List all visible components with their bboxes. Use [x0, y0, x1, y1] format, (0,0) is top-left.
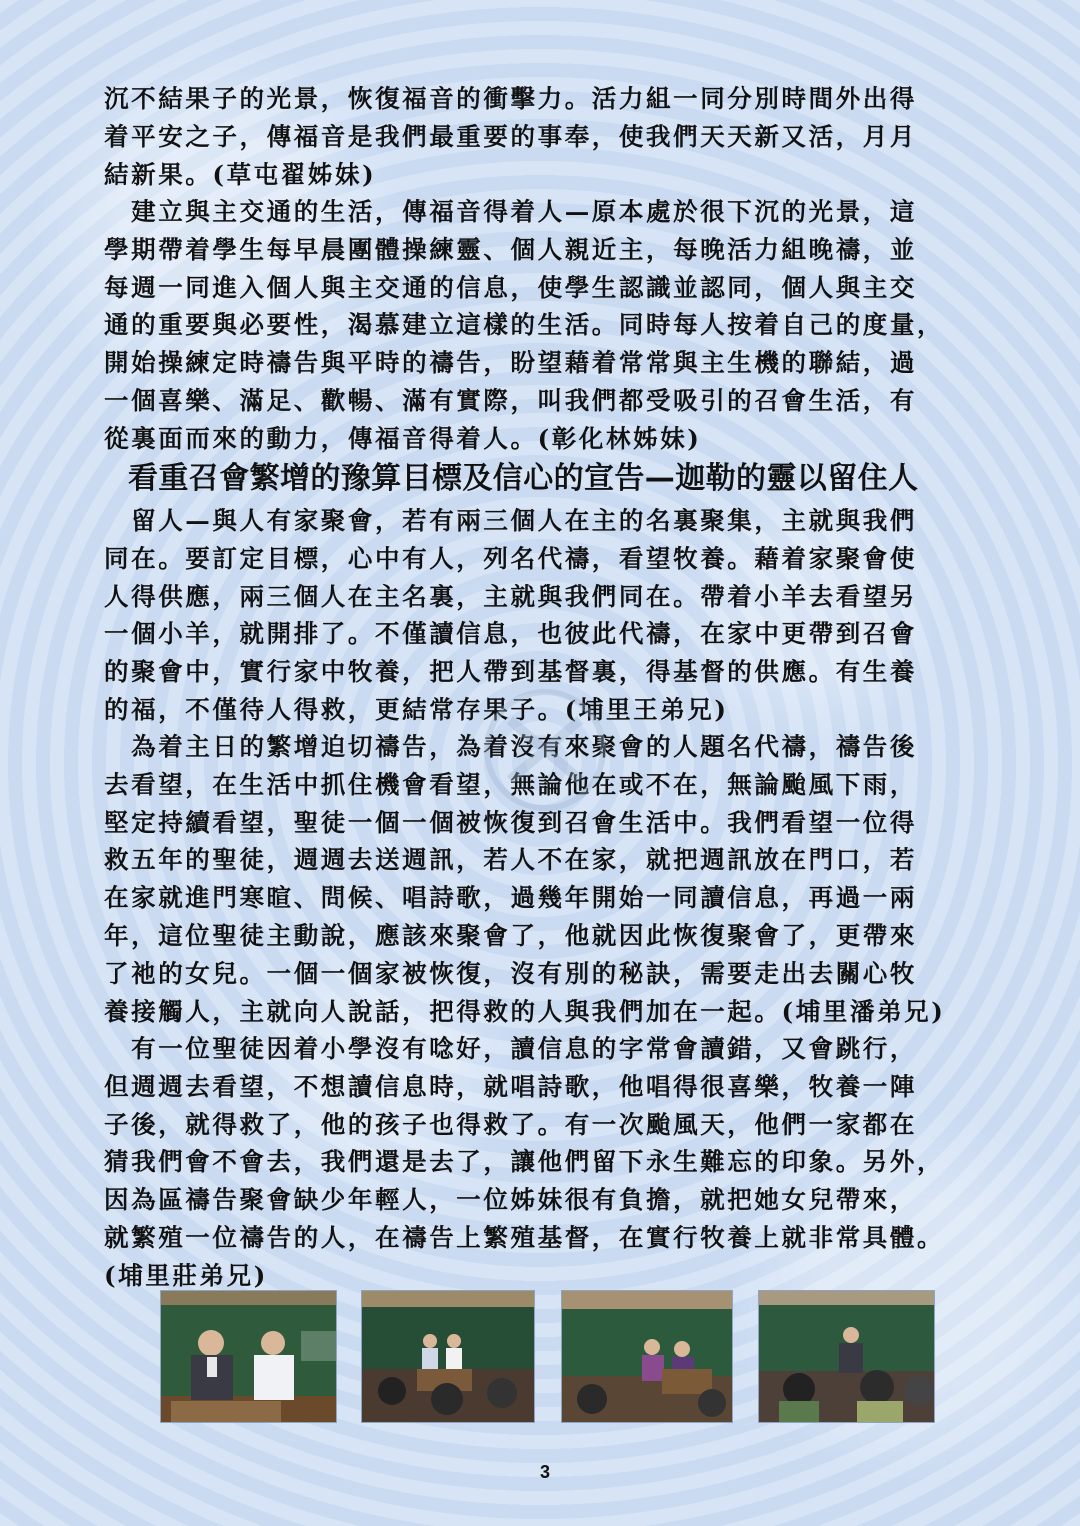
paragraph-1	[104, 80, 994, 193]
text-line: 救五年的聖徒，週週去送週訊，若人不在家，就把週訊放在門口，若	[104, 845, 917, 875]
text-line: 一個小羊，就開排了。不僅讀信息，也彼此代禱，在家中更帶到召會	[104, 619, 917, 649]
text-line: 猜我們會不會去，我們還是去了，讓他們留下永生難忘的印象。另外，	[104, 1147, 945, 1177]
text-line: 同在。要訂定目標，心中有人，列名代禱，看望牧養。藉着家聚會使	[104, 543, 917, 573]
text-line: 的聚會中，實行家中牧養，把人帶到基督裏，得基督的供應。有生養	[104, 657, 917, 687]
section-heading: 看重召會繁增的豫算目標及信心的宣告—迦勒的靈以留住人	[128, 461, 919, 496]
text-line: 在家就進門寒暄、問候、唱詩歌，過幾年開始一同讀信息，再過一兩	[104, 883, 917, 913]
text-line: 了祂的女兒。一個一個家被恢復，沒有別的秘訣，需要走出去關心牧	[104, 958, 917, 988]
text-line: 從裏面而來的動力，傳福音得着人。(彰化林姊妹)	[104, 423, 702, 453]
text-line: 開始操練定時禱告與平時的禱告，盼望藉着常常與主生機的聯結，過	[104, 348, 917, 378]
text-line: 有一位聖徒因着小學沒有唸好，讀信息的字常會讀錯，又會跳行，	[104, 1034, 917, 1063]
photo-strip	[160, 1290, 935, 1422]
text-line: 的福，不僅待人得救，更結常存果子。(埔里王弟兄)	[104, 694, 729, 724]
text-line: 留人—與人有家聚會，若有兩三個人在主的名裏聚集，主就與我們	[104, 506, 917, 535]
text-line: 建立與主交通的生活，傳福音得着人—原本處於很下沉的光景，這	[104, 197, 917, 226]
photo-sisters-sharing	[561, 1290, 733, 1423]
text-line: 因為區禱告聚會缺少年輕人，一位姊妹很有負擔，就把她女兒帶來，	[104, 1185, 917, 1215]
text-line: 年，這位聖徒主動說，應該來聚會了，他就因此恢復聚會了，更帶來	[104, 920, 917, 950]
text-line: 為着主日的繁增迫切禱告，為着沒有來聚會的人題名代禱，禱告後	[104, 732, 917, 761]
text-line: 就繁殖一位禱告的人，在禱告上繁殖基督，在實行牧養上就非常具體。	[104, 1222, 945, 1252]
text-line: 結新果。(草屯翟姊妹)	[104, 159, 377, 189]
text-line: 養接觸人，主就向人說話，把得救的人與我們加在一起。(埔里潘弟兄)	[104, 996, 946, 1026]
text-line: 但週週去看望，不想讀信息時，就唱詩歌，他唱得很喜樂，牧養一陣	[104, 1071, 917, 1101]
text-line: 通的重要與必要性，渴慕建立這樣的生活。同時每人按着自己的度量，	[104, 310, 945, 340]
text-line: 人得供應，兩三個人在主名裏，主就與我們同在。帶着小羊去看望另	[104, 581, 917, 611]
paragraph-2	[104, 193, 994, 458]
text-line: 堅定持續看望，聖徒一個一個被恢復到召會生活中。我們看望一位得	[104, 807, 917, 837]
paragraph-5	[104, 1030, 994, 1295]
text-line: 學期帶着學生每早晨團體操練靈、個人親近主，每晚活力組晚禱，並	[104, 234, 917, 264]
text-line: 着平安之子，傳福音是我們最重要的事奉，使我們天天新又活，月月	[104, 121, 917, 151]
text-line: 去看望，在生活中抓住機會看望，無論他在或不在，無論颱風下雨，	[104, 769, 917, 799]
text-line: 每週一同進入個人與主交通的信息，使學生認識並認同，個人與主交	[104, 272, 917, 302]
photo-hall-podium-wide	[361, 1290, 535, 1423]
text-line: 一個喜樂、滿足、歡暢、滿有實際，叫我們都受吸引的召會生活，有	[104, 385, 917, 415]
photo-audience-view	[758, 1290, 935, 1423]
text-line: 沉不結果子的光景，恢復福音的衝擊力。活力組一同分別時間外出得	[104, 84, 917, 113]
text-line: 子後，就得救了，他的孩子也得救了。有一次颱風天，他們一家都在	[104, 1109, 917, 1139]
text-line: (埔里莊弟兄)	[104, 1260, 268, 1290]
photo-speakers-podium	[160, 1290, 337, 1423]
watermark-emblem-icon	[470, 680, 620, 820]
page-number: 3	[539, 1462, 550, 1482]
